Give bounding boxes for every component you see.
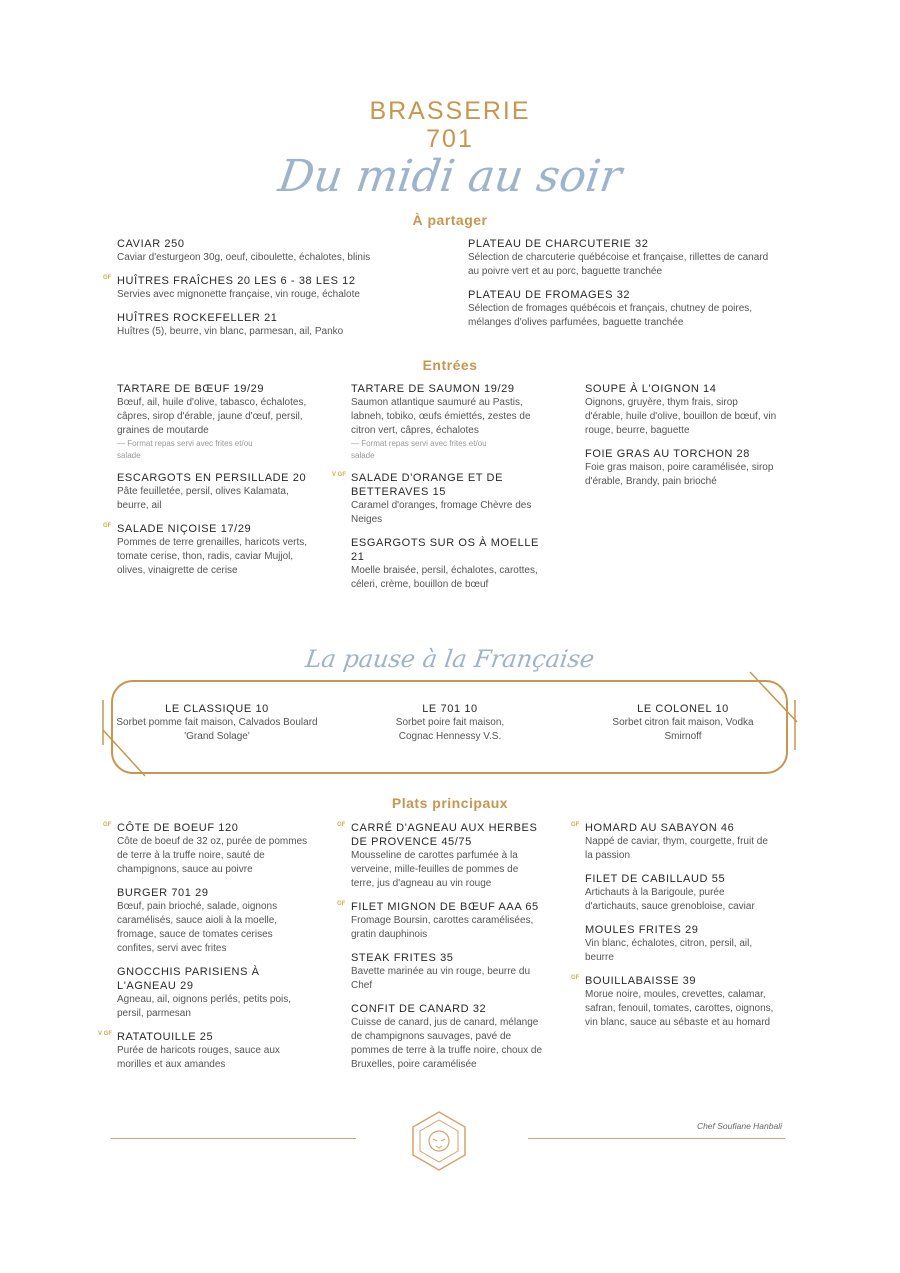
item-title: SALADE NIÇOISE 17/29 bbox=[117, 523, 252, 535]
partager-column bbox=[103, 237, 447, 348]
item-description: Côte de boeuf de 32 oz, purée de pommes de terre à la truffe noire, sauté de champignons, sauce au poivre bbox=[117, 836, 308, 875]
plats-column bbox=[98, 821, 309, 1081]
menu-item bbox=[585, 447, 777, 489]
item-description: Servies avec mignonette française, vin rouge, échalote bbox=[117, 289, 360, 300]
item-title: BURGER 701 29 bbox=[117, 887, 209, 899]
item-description: Sorbet pomme fait maison, Calvados Boulard 'Grand Solage' bbox=[116, 717, 318, 742]
menu-item bbox=[117, 311, 447, 339]
menu-item bbox=[571, 821, 777, 863]
item-title: CONFIT DE CANARD 32 bbox=[351, 1003, 487, 1015]
item-description: Sélection de charcuterie québécoise et française, rillettes de canard au poivre vert et au porc, baguette tranchée bbox=[468, 252, 769, 277]
menu-item bbox=[103, 274, 447, 302]
menu-item bbox=[351, 1002, 543, 1072]
menu-item bbox=[351, 382, 543, 462]
item-title: PLATEAU DE FROMAGES 32 bbox=[468, 289, 631, 301]
item-description: Sorbet citron fait maison, Vodka Smirnoff bbox=[612, 717, 754, 742]
item-title: HOMARD AU SABAYON 46 bbox=[585, 822, 735, 834]
item-description: Sorbet poire fait maison, Cognac Hennessy V.S. bbox=[395, 717, 505, 742]
item-description: Vin blanc, échalotes, citron, persil, ail, beurre bbox=[585, 938, 753, 963]
dietary-badge-icon: GF bbox=[337, 822, 346, 828]
brand-number: 701 bbox=[426, 125, 474, 153]
plats-column bbox=[337, 821, 543, 1081]
item-title: LE 701 10 bbox=[422, 703, 478, 715]
item-description: Bœuf, ail, huile d'olive, tabasco, échalotes, câpres, sirop d'érable, jaune d'œuf, persil, graines de moutarde bbox=[117, 397, 307, 436]
item-title: LE COLONEL 10 bbox=[637, 703, 729, 715]
dietary-badge-icon: V GF bbox=[98, 1031, 113, 1037]
item-note: — Format repas servi avec frites et/ou salade bbox=[351, 439, 487, 460]
item-description: Caramel d'oranges, fromage Chèvre des Neiges bbox=[351, 500, 532, 525]
menu-item bbox=[103, 522, 309, 578]
item-description: Nappé de caviar, thym, courgette, fruit de la passion bbox=[585, 836, 768, 861]
item-description: Mousseline de carottes parfumée à la verveine, mille-feuilles de pommes de terre, jus d'agneau au vin rouge bbox=[351, 850, 519, 889]
menu-item bbox=[117, 471, 309, 513]
menu-item bbox=[571, 974, 777, 1030]
item-title: HUÎTRES FRAÎCHES 20 LES 6 - 38 LES 12 bbox=[117, 275, 356, 287]
section-heading-partager: À partager bbox=[412, 212, 488, 228]
dietary-badge-icon: GF bbox=[571, 822, 580, 828]
item-description: Fromage Boursin, carottes caramélisées, gratin dauphinois bbox=[351, 915, 534, 940]
entrees-column bbox=[103, 382, 309, 587]
item-description: Bavette marinée au vin rouge, beurre du Chef bbox=[351, 966, 530, 991]
item-description: Cuisse de canard, jus de canard, mélange de champignons sauvages, pavé de pommes de terre à la truffe noire, choux de Bruxelles, poire caramélisée bbox=[351, 1017, 543, 1070]
pause-item bbox=[578, 702, 788, 744]
item-description: Foie gras maison, poire caramélisée, sirop d'érable, Brandy, pain brioché bbox=[585, 462, 774, 487]
item-description: Morue noire, moules, crevettes, calamar, safran, fenouil, tomates, carottes, oignons, vin blanc, sauce au sébaste et au homard bbox=[585, 989, 774, 1028]
item-title: STEAK FRITES 35 bbox=[351, 952, 454, 964]
item-description: Caviar d'esturgeon 30g, oeuf, ciboulette, échalotes, blinis bbox=[117, 252, 371, 263]
menu-item bbox=[585, 382, 777, 438]
item-title: CAVIAR 250 bbox=[117, 238, 185, 250]
item-description: Pommes de terre grenailles, haricots verts, tomate cerise, thon, radis, caviar Mujjol, olives, vinaigrette de cerise bbox=[117, 537, 308, 576]
item-title: CÔTE DE BOEUF 120 bbox=[117, 822, 239, 834]
item-note: — Format repas servi avec frites et/ou salade bbox=[117, 439, 253, 460]
item-title: FILET DE CABILLAUD 55 bbox=[585, 873, 726, 885]
item-title: CARRÉ D'AGNEAU AUX HERBES DE PROVENCE 45/75 bbox=[351, 822, 538, 848]
item-title: RATATOUILLE 25 bbox=[117, 1031, 214, 1043]
section-heading-entrees: Entrées bbox=[422, 357, 478, 373]
menu-item bbox=[468, 288, 778, 330]
item-title: LE CLASSIQUE 10 bbox=[165, 703, 269, 715]
menu-item bbox=[117, 886, 309, 956]
menu-item bbox=[351, 536, 543, 592]
plats-column bbox=[571, 821, 777, 1039]
item-title: FOIE GRAS AU TORCHON 28 bbox=[585, 448, 750, 460]
menu-item bbox=[337, 900, 543, 942]
item-description: Pâte feuilletée, persil, olives Kalamata, beurre, ail bbox=[117, 486, 289, 511]
entrees-column bbox=[585, 382, 777, 498]
tagline: Du midi au soir bbox=[275, 151, 625, 202]
item-title: ESGARGOTS SUR OS À MOELLE 21 bbox=[351, 537, 539, 563]
item-title: TARTARE DE SAUMON 19/29 bbox=[351, 383, 515, 395]
section-heading-plats: Plats principaux bbox=[391, 795, 509, 811]
item-title: ESCARGOTS EN PERSILLADE 20 bbox=[117, 472, 307, 484]
pause-heading: La pause à la Française bbox=[303, 645, 597, 673]
menu-item bbox=[337, 821, 543, 891]
item-title: MOULES FRITES 29 bbox=[585, 924, 699, 936]
footer-divider bbox=[111, 1138, 356, 1139]
menu-item bbox=[117, 965, 309, 1021]
menu-item bbox=[351, 951, 543, 993]
pause-item bbox=[345, 702, 555, 744]
dietary-badge-icon: GF bbox=[103, 822, 112, 828]
item-description: Saumon atlantique saumuré au Pastis, labneh, tobiko, œufs émiettés, zestes de citron vert, câpres, échalotes bbox=[351, 397, 531, 436]
footer-divider bbox=[528, 1138, 785, 1139]
dietary-badge-icon: GF bbox=[103, 523, 112, 529]
dietary-badge-icon: V GF bbox=[332, 472, 347, 478]
item-description: Sélection de fromages québécois et français, chutney de poires, mélanges d'olives parfumées, baguette tranchée bbox=[468, 303, 753, 328]
partager-column bbox=[468, 237, 778, 339]
item-description: Moelle braisée, persil, échalotes, carottes, céleri, crème, bouillon de bœuf bbox=[351, 565, 538, 590]
item-description: Agneau, ail, oignons perlés, petits pois, persil, parmesan bbox=[117, 994, 291, 1019]
dietary-badge-icon: GF bbox=[571, 975, 580, 981]
menu-item bbox=[103, 821, 309, 877]
item-description: Oignons, gruyère, thym frais, sirop d'érable, huile d'olive, bouillon de bœuf, vin rouge, beurre, baguette bbox=[585, 397, 777, 436]
menu-item bbox=[585, 872, 777, 914]
dietary-badge-icon: GF bbox=[337, 901, 346, 907]
lion-logo-icon bbox=[408, 1110, 470, 1172]
menu-item bbox=[117, 237, 447, 265]
chef-signature: Chef Soufiane Hanbali bbox=[696, 1121, 782, 1131]
menu-item bbox=[98, 1030, 309, 1072]
menu-item bbox=[585, 923, 777, 965]
dietary-badge-icon: GF bbox=[103, 275, 112, 281]
pause-item bbox=[112, 702, 322, 744]
item-description: Artichauts à la Barigoule, purée d'artichauts, sauce grenobloise, caviar bbox=[585, 887, 755, 912]
item-description: Huîtres (5), beurre, vin blanc, parmesan, ail, Panko bbox=[117, 326, 344, 337]
item-title: SOUPE À L'OIGNON 14 bbox=[585, 383, 717, 395]
item-title: HUÎTRES ROCKEFELLER 21 bbox=[117, 312, 278, 324]
item-description: Purée de haricots rouges, sauce aux morilles et aux amandes bbox=[117, 1045, 280, 1070]
item-title: FILET MIGNON DE BŒUF AAA 65 bbox=[351, 901, 539, 913]
menu-item bbox=[468, 237, 778, 279]
item-description: Bœuf, pain brioché, salade, oignons caramélisés, sauce aioli à la moelle, fromage, sauce de tomates cerises confites, servi avec frites bbox=[117, 901, 278, 954]
item-title: TARTARE DE BŒUF 19/29 bbox=[117, 383, 265, 395]
entrees-column bbox=[332, 382, 543, 601]
item-title: GNOCCHIS PARISIENS À L'AGNEAU 29 bbox=[117, 966, 260, 992]
menu-item bbox=[117, 382, 309, 462]
item-title: BOUILLABAISSE 39 bbox=[585, 975, 697, 987]
brand-name: BRASSERIE bbox=[369, 97, 531, 125]
item-title: PLATEAU DE CHARCUTERIE 32 bbox=[468, 238, 649, 250]
item-title: SALADE D'ORANGE ET DE BETTERAVES 15 bbox=[351, 472, 504, 498]
menu-item bbox=[332, 471, 543, 527]
